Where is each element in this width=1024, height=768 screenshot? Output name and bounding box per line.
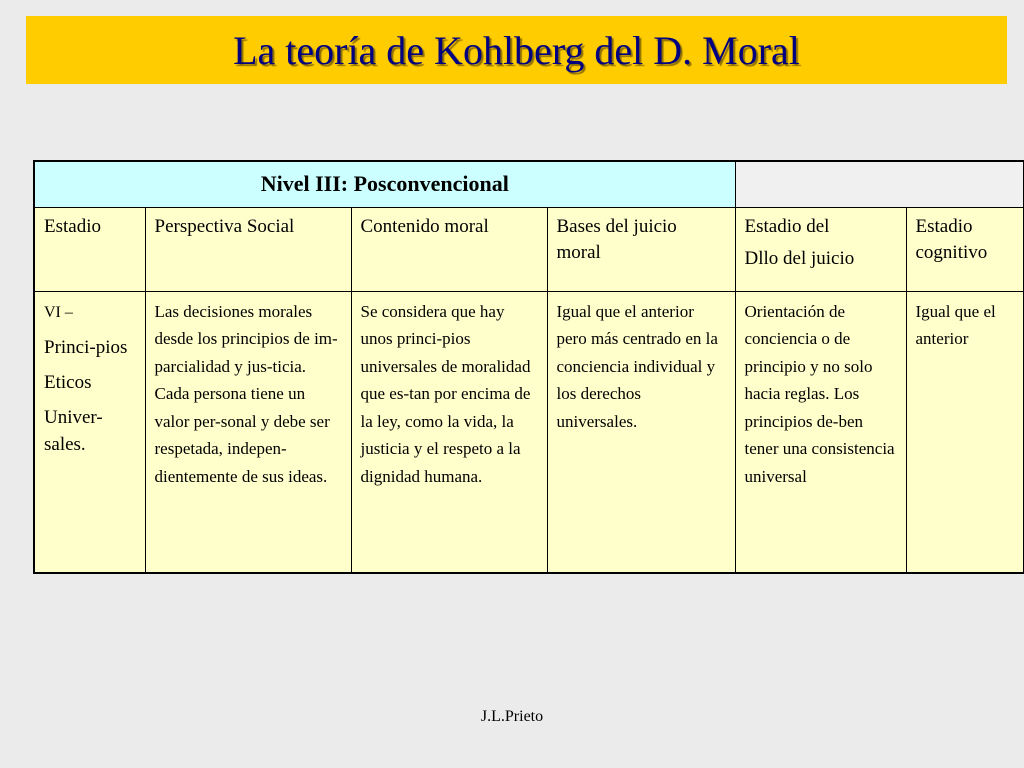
header-bases-juicio — [547, 207, 735, 291]
table-row — [34, 291, 1024, 573]
cell-estadio-dllo: Orientación de conciencia o de principio y no solo hacia reglas. Los principios de-ben tener una consistencia universal — [735, 291, 906, 573]
author-footer: J.L.Prieto — [480, 708, 544, 725]
header-perspectiva-social — [145, 207, 351, 291]
header-line: Estadio — [44, 215, 101, 237]
header-line: Estadio cognitivo — [915, 215, 988, 263]
stage-code: VI – — [44, 303, 73, 321]
header-line: Perspectiva Social — [154, 215, 295, 237]
kohlberg-stage-table — [33, 160, 1024, 574]
title-banner — [26, 16, 1007, 84]
header-estadio — [34, 207, 145, 291]
cell-perspectiva-social: Las decisiones morales desde los principios de im-parcialidad y jus-ticia. Cada persona tiene un valor per-sonal y debe ser respetada, indepen-dientemente de sus ideas. — [145, 291, 351, 573]
header-estadio-dllo — [735, 207, 906, 291]
stage-name-line: Eticos — [44, 371, 92, 393]
level-row — [34, 161, 1024, 207]
header-estadio-cognitivo — [906, 207, 1024, 291]
header-line: Contenido moral — [360, 215, 489, 237]
stage-name-line: Univer-sales. — [44, 406, 103, 455]
cell-contenido-moral: Se considera que hay unos princi-pios universales de moralidad que es-tan por encima de la ley, como la vida, la justicia y el respeto a la dignidad humana. — [351, 291, 547, 573]
level-header: Nivel III: Posconvencional — [34, 161, 735, 207]
header-row — [34, 207, 1024, 291]
cell-bases-juicio: Igual que el anterior pero más centrado en la conciencia individual y los derechos universales. — [547, 291, 735, 573]
level-blank-cell — [735, 161, 1024, 207]
header-line: Bases del juicio moral — [556, 215, 677, 263]
cell-estadio-cognitivo: Igual que el anterior — [906, 291, 1024, 573]
stage-name-line: Princi-pios — [44, 336, 128, 358]
header-line: Estadio del — [744, 215, 830, 237]
slide-title: La teoría de Kohlberg del D. Moral — [233, 27, 800, 73]
stage-cell — [34, 291, 145, 573]
header-contenido-moral — [351, 207, 547, 291]
header-line: Dllo del juicio — [744, 247, 855, 269]
